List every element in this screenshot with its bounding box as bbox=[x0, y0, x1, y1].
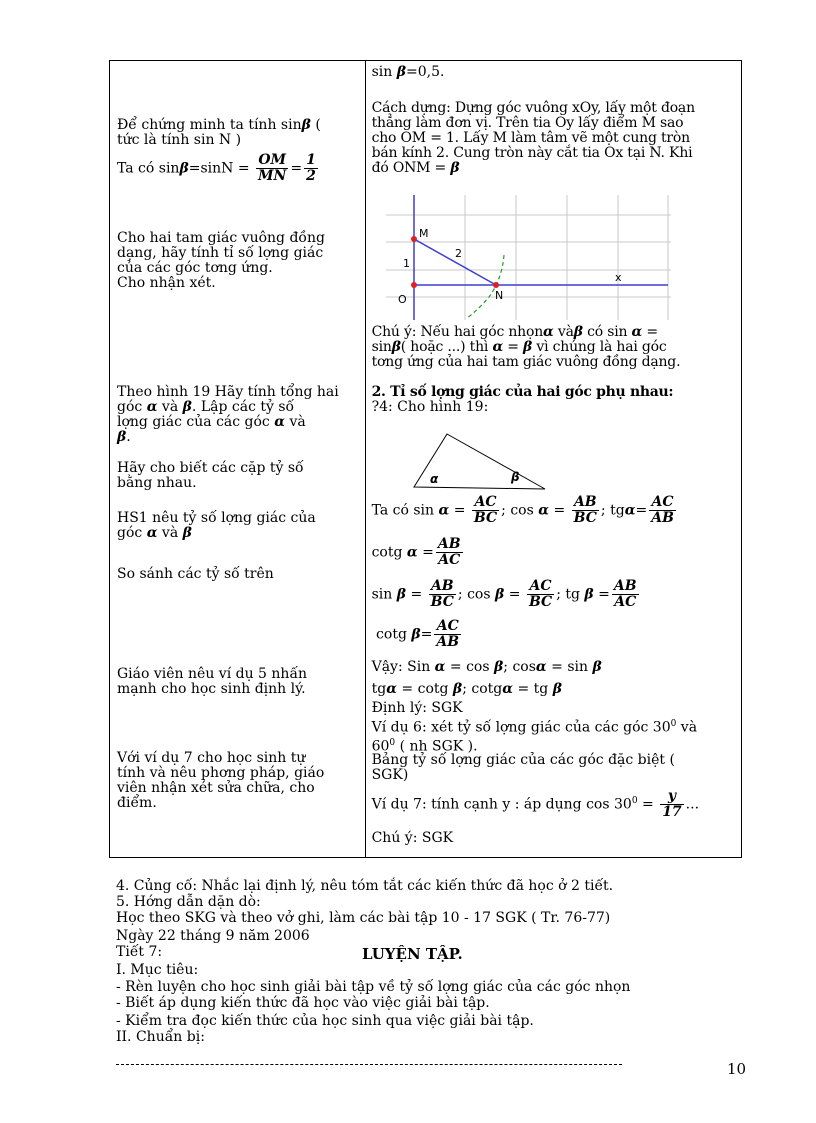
point-m bbox=[411, 236, 417, 242]
label-x: x bbox=[614, 271, 622, 284]
construction-text: Cách dựng: Dựng góc vuông xOy, lấy một đoạn thẳng làm đơn vị. Trên tia Oy lấy điểm M sao cho OM = 1. Lấy M làm tâm vẽ một cung tròn bán kính 2. Cung tròn này cắt tia Ox tại N. Khi đó ONM = β bbox=[371, 100, 695, 176]
formula-beta-1: sin β = $\frac{AB}{BC}$ ; cos β = $\frac{AC}{BC}$ ; tg β = $\frac{AB}{AC}$ bbox=[371, 578, 637, 610]
construction-figure bbox=[386, 195, 671, 320]
theorem: Định lý: SGK bbox=[371, 700, 463, 716]
label-two: 2 bbox=[454, 247, 462, 260]
left-block-3: Cho hai tam giác vuông đồng dạng, hãy tính tỉ số lợng giác của các góc tơng ứng. Cho nhận xét. bbox=[117, 230, 325, 291]
point-n bbox=[493, 282, 499, 288]
formula-alpha-1: Ta có sin α = $\frac{AC}{BC}$ ; cos α = $\frac{AB}{BC}$ ; tgα= $\frac{AC}{AB}$ bbox=[371, 494, 674, 526]
left-formula-sin-beta: Ta có sinβ=sinN = $\frac{OM}{MN}$ = $\frac{1}{2}$ bbox=[117, 152, 316, 184]
lesson-number: Tiết 7: bbox=[116, 944, 163, 960]
label-m: M bbox=[418, 227, 429, 240]
example-7: Ví dụ 7: tính cạnh y : áp dụng $\cos 30^0$ = $\frac{y}{17}$ ... bbox=[371, 788, 700, 820]
objective-3: - Kiểm tra đọc kiến thức của học sinh qua việc giải bài tập. bbox=[116, 1013, 534, 1029]
label-o: O bbox=[397, 293, 407, 306]
label-n: N bbox=[494, 289, 503, 302]
section-heading: 2. Tỉ số lợng giác của hai góc phụ nhau: bbox=[371, 384, 674, 400]
objective-2: - Biết áp dụng kiến thức đã học vào việc giải bài tập. bbox=[116, 995, 490, 1011]
teacher-activity-column bbox=[110, 61, 366, 858]
left-block-7: So sánh các tỷ số trên bbox=[117, 566, 274, 582]
left-block-1: Để chứng minh ta tính sinβ ( tức là tính sin N ) bbox=[117, 117, 321, 148]
left-block-8: Giáo viên nêu ví dụ 5 nhấn mạnh cho học sinh định lý. bbox=[117, 666, 308, 697]
label-beta: β bbox=[510, 470, 520, 484]
special-angles-table: Bảng tỷ số lợng giác của các góc đặc biệt ( SGK) bbox=[371, 752, 675, 783]
segment-mn bbox=[414, 239, 496, 285]
page-number: 10 bbox=[727, 1060, 747, 1078]
homework: Học theo SKG và theo vở ghi, làm các bài tập 10 - 17 SGK ( Tr. 76-77) bbox=[116, 910, 611, 926]
point-o bbox=[411, 282, 417, 288]
consolidation: 4. Củng cố: Nhắc lại định lý, nêu tóm tắt các kiến thức đã học ở 2 tiết. bbox=[116, 878, 614, 894]
note-sgk: Chú ý: SGK bbox=[371, 830, 454, 846]
conclusion-1: Vậy: Sin α = cos β; cosα = sin β bbox=[371, 659, 602, 675]
content-column bbox=[365, 61, 741, 858]
triangle-figure bbox=[410, 431, 550, 495]
right-sin-beta: sin β=0,5. bbox=[371, 64, 445, 80]
fraction-one-half: $\frac{1}{2}$ bbox=[306, 152, 316, 184]
objectives-heading: I. Mục tiêu: bbox=[116, 962, 199, 978]
left-block-5: Hãy cho biết các cặp tỷ số bằng nhau. bbox=[117, 460, 304, 491]
instructions-heading: 5. Hớng dẫn dặn dò: bbox=[116, 894, 261, 910]
preparation-heading: II. Chuẩn bị: bbox=[116, 1029, 205, 1045]
label-one: 1 bbox=[402, 257, 410, 270]
label-alpha: α bbox=[429, 472, 438, 486]
left-block-9: Với ví dụ 7 cho học sinh tự tính và nêu phơng pháp, giáo viên nhận xét sửa chữa, cho điểm. bbox=[117, 750, 325, 811]
grid bbox=[386, 195, 671, 320]
objective-1: - Rèn luyện cho học sinh giải bài tập về tỷ số lợng giác của các góc nhọn bbox=[116, 979, 631, 995]
formula-alpha-2: cotg α = $\frac{AB}{AC}$ bbox=[371, 536, 461, 568]
formula-beta-2: cotg β= $\frac{AC}{AB}$ bbox=[376, 618, 460, 650]
footer-rule bbox=[116, 1064, 622, 1065]
question-4: ?4: Cho hình 19: bbox=[371, 399, 489, 415]
note-text: Chú ý: Nếu hai góc nhọnα vàβ có sin α = sinβ( hoặc ...) thì α = β vì chúng là hai góc tơng ứng của hai tam giác vuông đồng dạng. bbox=[371, 324, 681, 370]
lesson-table bbox=[109, 60, 742, 858]
conclusion-2: tgα = cotg β; cotgα = tg β bbox=[371, 681, 562, 697]
fraction-om-mn: $\frac{OM}{MN}$ bbox=[258, 152, 287, 184]
example-6: Ví dụ 6: xét tỷ số lợng giác của các góc $30^0$ và $60^0$ ( nh SGK ). bbox=[371, 719, 698, 755]
date: Ngày 22 tháng 9 năm 2006 bbox=[116, 928, 310, 944]
left-block-4: Theo hình 19 Hãy tính tổng hai góc α và β. Lập các tỷ số lợng giác của các góc α và β. bbox=[117, 384, 339, 445]
left-block-6: HS1 nêu tỷ số lợng giác của góc α và β bbox=[117, 510, 316, 541]
arc-circle bbox=[466, 255, 504, 319]
lesson-title: LUYỆN TẬP. bbox=[362, 945, 463, 963]
